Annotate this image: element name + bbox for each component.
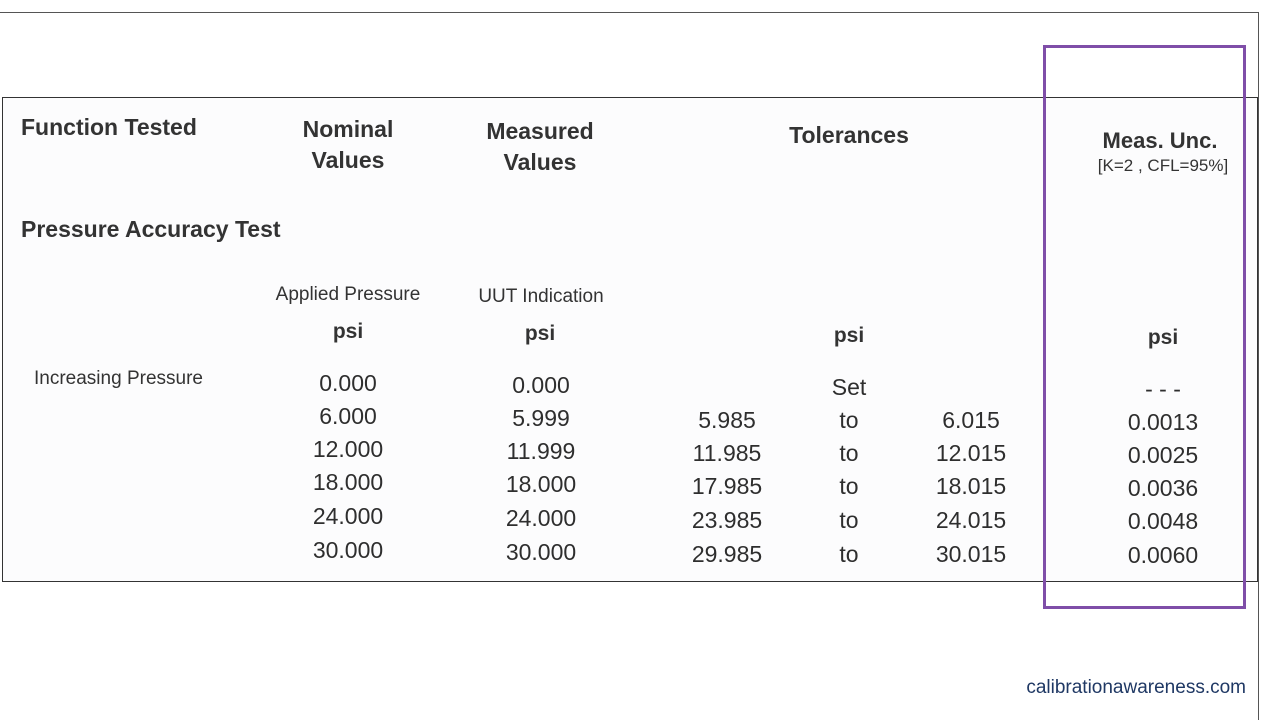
tolerance-separator-cell: to	[839, 440, 859, 466]
nominal-cell: 18.000	[312, 469, 384, 495]
tolerance-low-cell: 29.985	[691, 541, 763, 567]
uncertainty-cell: - - -	[1145, 376, 1181, 402]
header-nominal-line2: Values	[311, 147, 385, 173]
tolerance-separator-cell: Set	[831, 374, 867, 400]
subheader-uut-indication: UUT Indication	[478, 286, 604, 307]
header-measured-values	[465, 116, 615, 178]
tolerance-high-cell: 12.015	[935, 440, 1007, 466]
unit-nominal: psi	[332, 320, 364, 343]
uncertainty-cell: 0.0025	[1127, 442, 1199, 468]
measured-cell: 0.000	[512, 372, 570, 398]
subheader-applied-pressure: Applied Pressure	[275, 284, 421, 305]
footer-website-text: calibrationawareness.com	[1026, 677, 1246, 698]
frame-right-border	[1258, 12, 1259, 720]
frame-top-border	[0, 12, 1259, 13]
nominal-cell: 6.000	[319, 403, 377, 429]
tolerance-high-cell: 30.015	[935, 541, 1007, 567]
uncertainty-column-highlight-box	[1043, 45, 1246, 609]
tolerance-low-cell: 23.985	[691, 507, 763, 533]
header-nominal-line1: Nominal	[302, 116, 394, 142]
uncertainty-cell: 0.0048	[1127, 508, 1199, 534]
uncertainty-cell: 0.0060	[1127, 542, 1199, 568]
header-meas-unc-note: [K=2 , CFL=95%]	[1097, 156, 1229, 175]
tolerance-separator-cell: to	[839, 541, 859, 567]
measured-cell: 5.999	[512, 405, 570, 431]
section-title: Pressure Accuracy Test	[21, 216, 281, 242]
measured-cell: 24.000	[505, 505, 577, 531]
tolerance-low-cell: 5.985	[698, 407, 756, 433]
tolerance-high-cell: 6.015	[942, 407, 1000, 433]
tolerance-separator-cell: to	[839, 507, 859, 533]
header-meas-unc: Meas. Unc.	[1102, 128, 1218, 153]
nominal-cell: 12.000	[312, 436, 384, 462]
header-function-tested: Function Tested	[21, 114, 197, 140]
header-tolerances: Tolerances	[789, 122, 909, 148]
unit-uncertainty: psi	[1147, 326, 1179, 349]
nominal-cell: 30.000	[312, 537, 384, 563]
measured-cell: 30.000	[505, 539, 577, 565]
nominal-cell: 24.000	[312, 503, 384, 529]
measured-cell: 11.999	[506, 438, 576, 464]
measured-cell: 18.000	[505, 471, 577, 497]
header-measured-line1: Measured	[486, 118, 594, 144]
uncertainty-cell: 0.0036	[1127, 475, 1199, 501]
unit-measured: psi	[524, 322, 556, 345]
header-measured-line2: Values	[503, 149, 577, 175]
tolerance-high-cell: 24.015	[935, 507, 1007, 533]
tolerance-separator-cell: to	[839, 407, 859, 433]
nominal-cell: 0.000	[319, 370, 377, 396]
uncertainty-cell: 0.0013	[1127, 409, 1199, 435]
header-nominal-values	[273, 114, 423, 176]
tolerance-separator-cell: to	[839, 473, 859, 499]
tolerance-low-cell: 11.985	[692, 440, 762, 466]
unit-tolerance: psi	[833, 324, 865, 347]
tolerance-low-cell: 17.985	[691, 473, 763, 499]
row-label-increasing-pressure: Increasing Pressure	[34, 368, 203, 389]
tolerance-high-cell: 18.015	[935, 473, 1007, 499]
